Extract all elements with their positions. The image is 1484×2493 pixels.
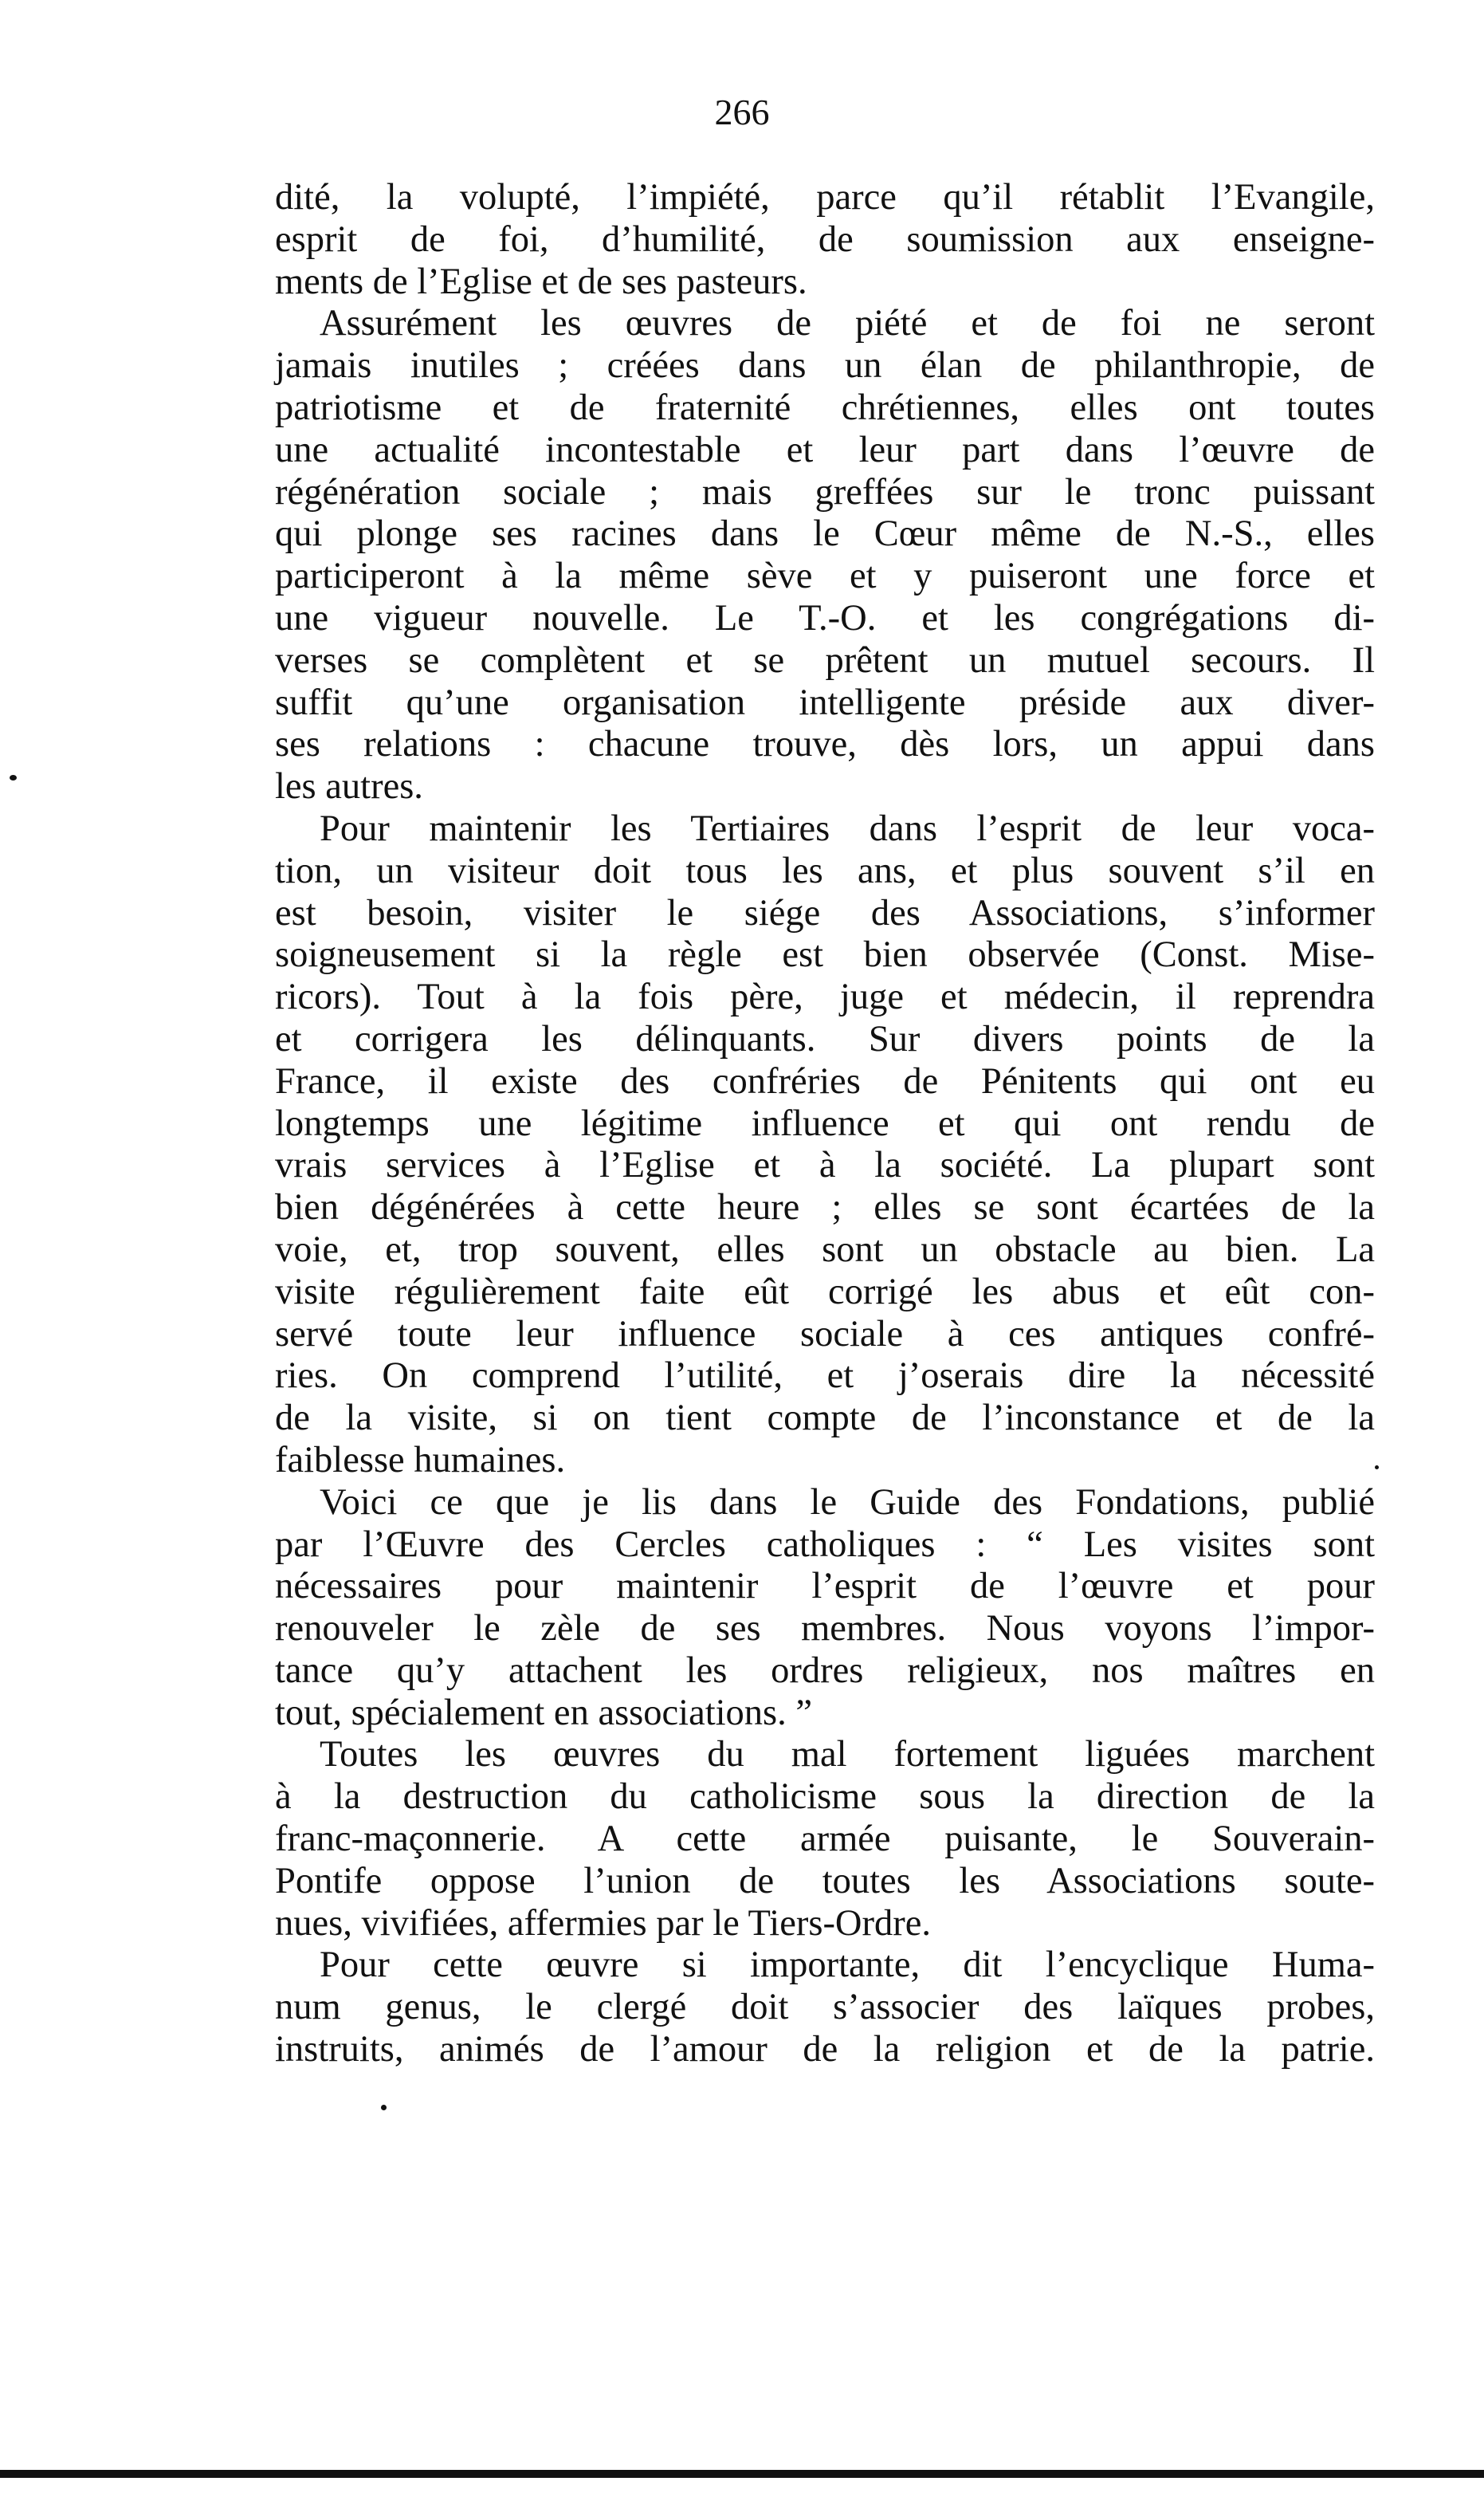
text-line: verses se complètent et se prêtent un mutuel secours. Il xyxy=(275,639,1375,681)
text-line: tout, spécialement en associations. ” xyxy=(275,1692,813,1733)
text-line: les autres. xyxy=(275,766,423,808)
text-line: est besoin, visiter le siége des Associations, s’informer xyxy=(275,892,1375,934)
text-line: dité, la volupté, l’impiété, parce qu’il rétablit l’Evangile, xyxy=(275,177,1375,218)
text-line: participeront à la même sève et y puiseront une force et xyxy=(275,556,1375,597)
text-line: franc-maçonnerie. A cette armée puisante, le Souverain- xyxy=(275,1819,1375,1860)
text-line: à la destruction du catholicisme sous la direction de la xyxy=(275,1776,1375,1818)
text-line: Pour maintenir les Tertiaires dans l’esprit de leur voca- xyxy=(320,808,1375,849)
bottom-rule xyxy=(0,2470,1484,2478)
text-line: suffit qu’une organisation intelligente préside aux diver- xyxy=(275,682,1375,723)
text-line: patriotisme et de fraternité chrétiennes, elles ont toutes xyxy=(275,387,1375,428)
text-line: ricors). Tout à la fois père, juge et médecin, il reprendra xyxy=(275,977,1375,1018)
text-line: Assurément les œuvres de piété et de foi ne seront xyxy=(320,303,1375,344)
text-line: nues, vivifiées, affermies par le Tiers-Ordre. xyxy=(275,1902,931,1944)
text-line: tion, un visiteur doit tous les ans, et plus souvent s’il en xyxy=(275,850,1375,891)
text-line: bien dégénérées à cette heure ; elles se sont écartées de la xyxy=(275,1187,1375,1229)
text-line: Toutes les œuvres du mal fortement liguées marchent xyxy=(320,1734,1375,1775)
text-line: instruits, animés de l’amour de la religion et de la patrie. xyxy=(275,2029,1375,2070)
text-line: et corrigera les délinquants. Sur divers points de la xyxy=(275,1018,1375,1060)
text-line: Voici ce que je lis dans le Guide des Fondations, publié xyxy=(320,1481,1375,1523)
body-text xyxy=(275,177,1375,2071)
text-line: esprit de foi, d’humilité, de soumission aux enseigne- xyxy=(275,218,1375,260)
text-line: jamais inutiles ; créées dans un élan de philanthropie, de xyxy=(275,345,1375,387)
text-line: de la visite, si on tient compte de l’inconstance et de la xyxy=(275,1398,1375,1439)
text-line: voie, et, trop souvent, elles sont un obstacle au bien. La xyxy=(275,1229,1375,1270)
ink-speck xyxy=(381,2105,387,2110)
ink-speck xyxy=(1375,1465,1379,1469)
text-line: ses relations : chacune trouve, dès lors, un appui dans xyxy=(275,724,1375,765)
text-line: par l’Œuvre des Cercles catholiques : “ Les visites sont xyxy=(275,1524,1375,1565)
text-line: une actualité incontestable et leur part dans l’œuvre de xyxy=(275,429,1375,470)
text-line: Pour cette œuvre si importante, dit l’encyclique Huma- xyxy=(320,1944,1375,1986)
text-line: renouveler le zèle de ses membres. Nous voyons l’impor- xyxy=(275,1608,1375,1650)
ink-speck xyxy=(10,775,17,781)
text-line: visite régulièrement faite eût corrigé les abus et eût con- xyxy=(275,1271,1375,1312)
text-line: qui plonge ses racines dans le Cœur même de N.-S., elles xyxy=(275,513,1375,555)
text-line: Pontife oppose l’union de toutes les Associations soute- xyxy=(275,1860,1375,1901)
text-line: ments de l’Eglise et de ses pasteurs. xyxy=(275,261,807,302)
text-line: une vigueur nouvelle. Le T.-O. et les congrégations di- xyxy=(275,597,1375,639)
text-line: nécessaires pour maintenir l’esprit de l’œuvre et pour xyxy=(275,1566,1375,1607)
text-line: num genus, le clergé doit s’associer des laïques probes, xyxy=(275,1987,1375,2028)
text-line: soigneusement si la règle est bien observée (Const. Mise- xyxy=(275,934,1375,976)
text-line: ries. On comprend l’utilité, et j’oserais dire la nécessité xyxy=(275,1355,1375,1397)
text-line: longtemps une légitime influence et qui ont rendu de xyxy=(275,1103,1375,1144)
page-number: 266 xyxy=(714,92,770,132)
text-line: faiblesse humaines. xyxy=(275,1439,566,1480)
text-line: régénération sociale ; mais greffées sur le tronc puissant xyxy=(275,471,1375,513)
text-line: vrais services à l’Eglise et à la société. La plupart sont xyxy=(275,1145,1375,1186)
text-line: France, il existe des confréries de Pénitents qui ont eu xyxy=(275,1060,1375,1102)
text-line: tance qu’y attachent les ordres religieux, nos maîtres en xyxy=(275,1650,1375,1691)
text-line: servé toute leur influence sociale à ces antiques confré- xyxy=(275,1313,1375,1355)
